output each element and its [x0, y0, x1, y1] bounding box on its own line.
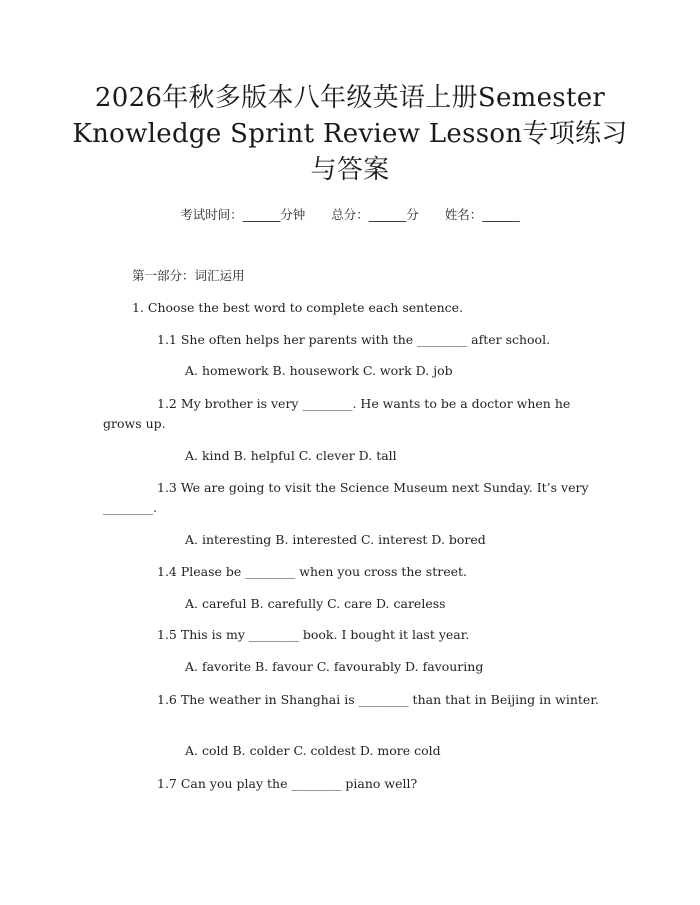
question-stem: 1.7 Can you play the ________ piano well? [157, 776, 418, 791]
instruction: 1. Choose the best word to complete each sentence. [132, 300, 464, 315]
exam-time: 考试时间：______分钟 [180, 207, 306, 222]
section-title: 第一部分：词汇运用 [132, 268, 245, 283]
question-options: A. favorite B. favour C. favourably D. favouring [185, 659, 484, 674]
exam-info [0, 205, 700, 223]
question-options: A. kind B. helpful C. clever D. tall [185, 448, 397, 463]
document-title [60, 80, 640, 188]
question-stem: 1.4 Please be ________ when you cross the street. [157, 564, 467, 579]
exam-score: 总分：______分 [331, 207, 419, 222]
question-options: A. interesting B. interested C. interest D. bored [185, 532, 486, 547]
question-options: A. homework B. housework C. work D. job [185, 363, 453, 378]
question-stem: 1.6 The weather in Shanghai is ________ than that in Beijing in winter. [157, 692, 599, 707]
title-line-1: 2026年秋多版本八年级英语上册Semester [94, 83, 606, 113]
question-stem: 1.1 She often helps her parents with the ________ after school. [157, 332, 551, 347]
question-stem-wrapped [103, 394, 603, 434]
question-options: A. cold B. colder C. coldest D. more cold [185, 743, 441, 758]
question-stem: 1.5 This is my ________ book. I bought it last year. [157, 627, 470, 642]
question-stem-wrapped [103, 690, 603, 710]
question-stem-wrapped [103, 478, 603, 518]
title-line-3: 与答案 [310, 155, 390, 185]
question-stem: 1.2 My brother is very ________. He wants to be a doctor when he grows up. [103, 396, 571, 431]
student-name: 姓名：______ [444, 207, 520, 222]
title-line-2: Knowledge Sprint Review Lesson专项练习 [72, 119, 628, 149]
question-options: A. careful B. carefully C. care D. careless [185, 596, 446, 611]
question-stem: 1.3 We are going to visit the Science Museum next Sunday. It’s very ________. [103, 480, 589, 515]
